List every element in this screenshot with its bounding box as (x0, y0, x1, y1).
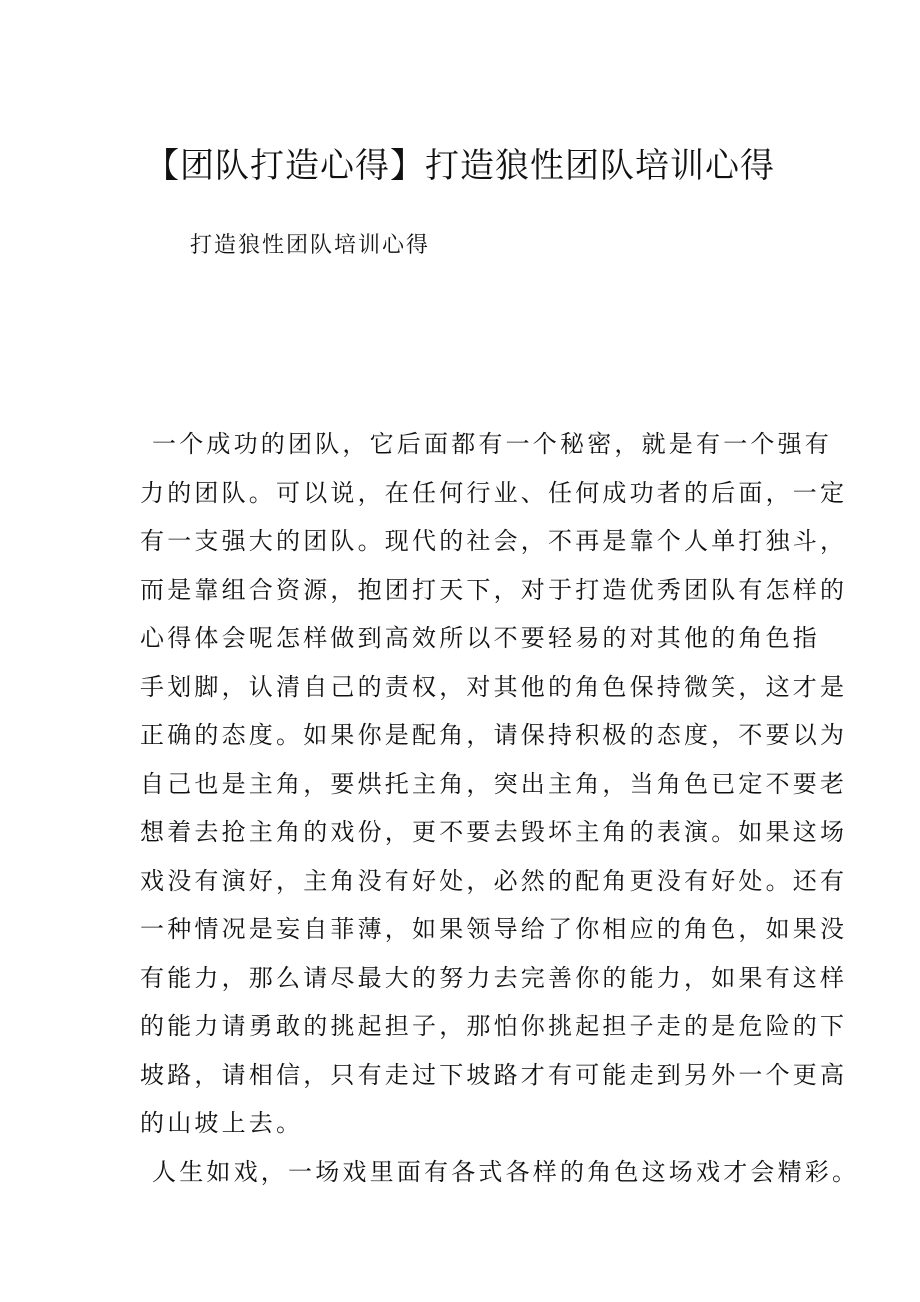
paragraph-line: 正确的态度。如果你是配角，请保持积极的态度，不要以为 (140, 721, 848, 749)
paragraph-line: 手划脚，认清自己的责权，对其他的角色保持微笑，这才是 (140, 672, 848, 701)
paragraph-line: 心得体会呢怎样做到高效所以不要轻易的对其他的角色指 (140, 624, 820, 652)
document-subtitle: 打造狼性团队培训心得 (190, 233, 431, 258)
paragraph-line: 有一支强大的团队。现代的社会，不再是靠个人单打独斗， (140, 527, 848, 555)
paragraph-line: 一种情况是妄自菲薄，如果领导给了你相应的角色，如果没 (140, 915, 848, 943)
paragraph-line: 的山坡上去。 (140, 1109, 304, 1137)
paragraph-line: 想着去抢主角的戏份，更不要去毁坏主角的表演。如果这场 (140, 818, 848, 846)
paragraph-line: 戏没有演好，主角没有好处，必然的配角更没有好处。还有 (140, 866, 848, 895)
paragraph-line: 人生如戏，一场戏里面有各式各样的角色这场戏才会精彩。 (152, 1157, 860, 1186)
paragraph-line: 的能力请勇敢的挑起担子，那怕你挑起担子走的是危险的下 (140, 1012, 848, 1040)
paragraph-line: 自己也是主角，要烘托主角，突出主角，当角色已定不要老 (140, 769, 848, 798)
paragraph-line: 有能力，那么请尽最大的努力去完善你的能力，如果有这样 (140, 963, 848, 992)
document-title: 【团队打造心得】打造狼性团队培训心得 (145, 146, 775, 186)
paragraph-2 (140, 1148, 860, 1197)
paragraph-line: 而是靠组合资源，抱团打天下，对于打造优秀团队有怎样的 (140, 575, 848, 604)
paragraph-line: 力的团队。可以说，在任何行业、任何成功者的后面，一定 (140, 478, 848, 507)
document-body (140, 420, 860, 1196)
paragraph-line: 一个成功的团队，它后面都有一个秘密，就是有一个强有 (152, 430, 832, 458)
paragraph-line: 坡路，请相信，只有走过下坡路才有可能走到另外一个更高 (140, 1060, 848, 1089)
paragraph-1 (140, 420, 848, 1148)
